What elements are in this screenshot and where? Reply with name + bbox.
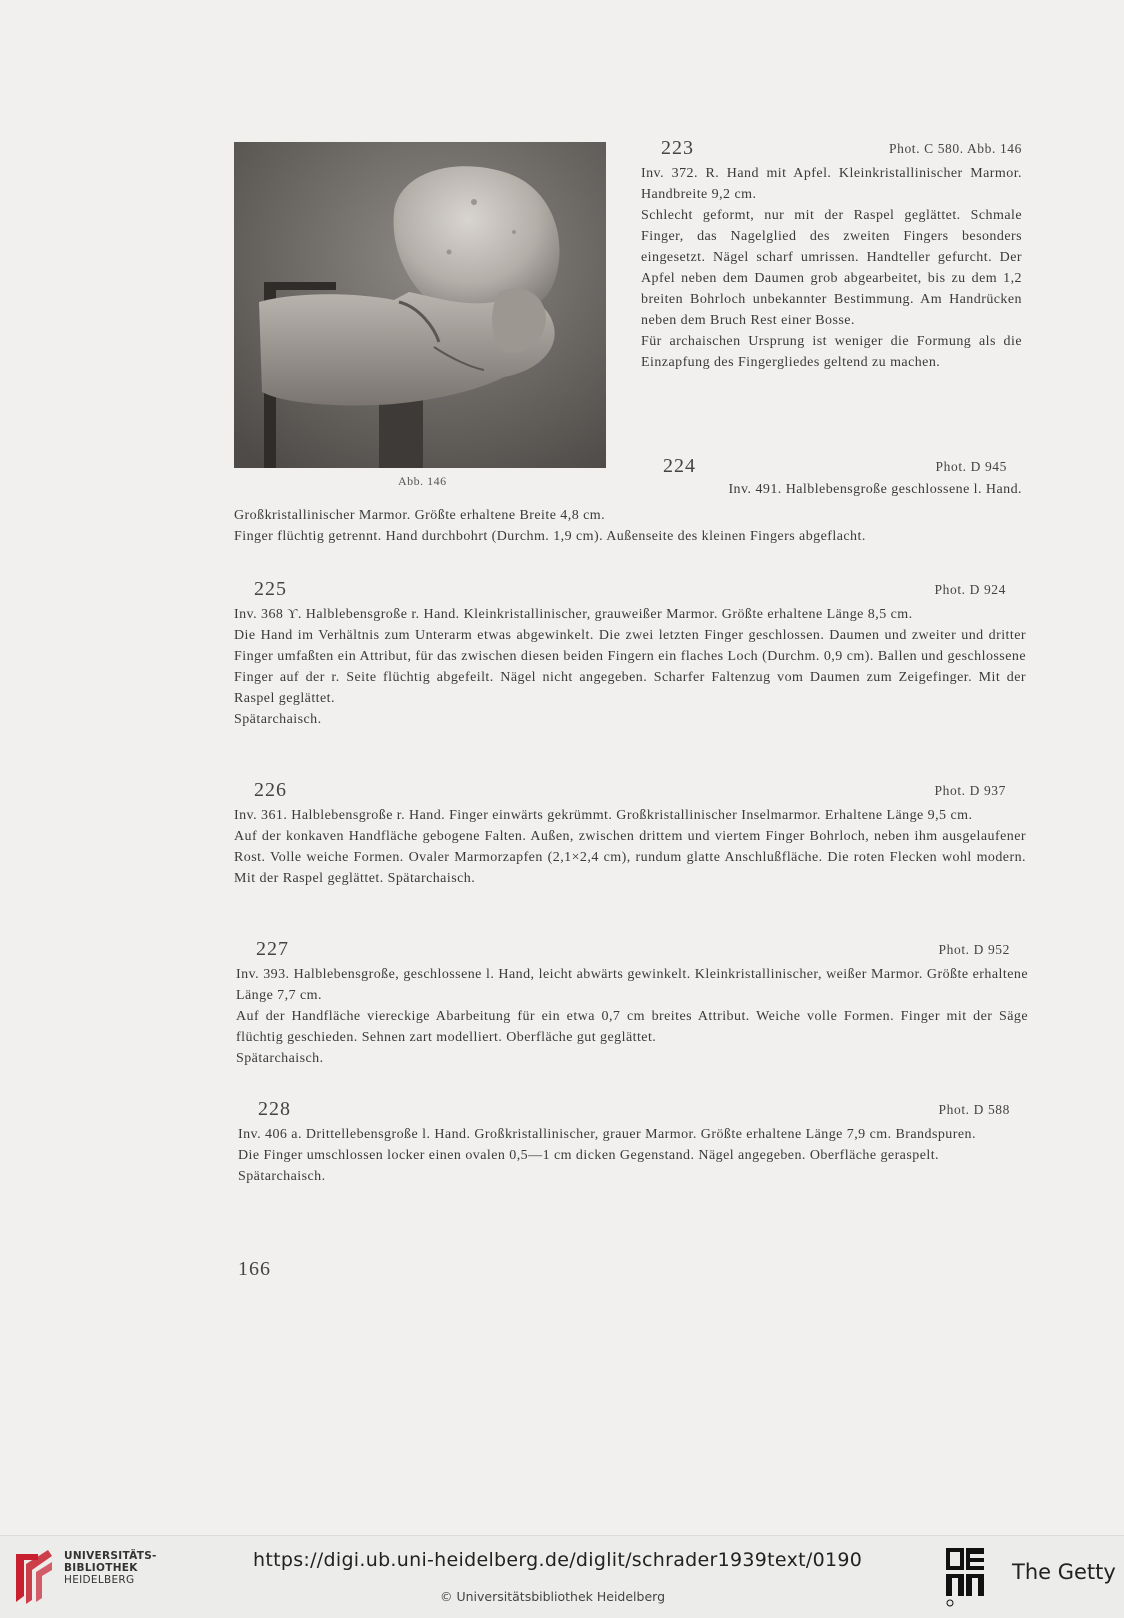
photo-caption: Abb. 146: [398, 474, 447, 488]
entry-paragraph: Spätarchaisch.: [238, 1169, 326, 1184]
photo-reference: Phot. D 924: [934, 582, 1006, 597]
entry-paragraph: Inv. 491. Halblebensgroße geschlossene l. Hand.: [728, 482, 1022, 497]
getty-logo-icon[interactable]: [944, 1546, 988, 1608]
entry-header: [641, 455, 1022, 479]
photo-abb-146: [234, 142, 606, 468]
getty-name: The Getty: [1012, 1560, 1116, 1584]
entry-paragraph: Für archaischen Ursprung ist weniger die Formung als die Einzapfung des Fingergliedes geltend zu machen.: [641, 334, 1022, 370]
entry-header: [238, 1098, 1028, 1124]
copyright-notice: © Universitätsbibliothek Heidelberg: [440, 1589, 666, 1604]
entry-number: 228: [258, 1098, 291, 1120]
library-name-line: UNIVERSITÄTS-: [64, 1550, 157, 1562]
photo-reference: Phot. D 588: [938, 1102, 1010, 1117]
catalog-entry-224: [641, 455, 1022, 500]
entry-paragraph: Großkristallinischer Marmor. Größte erhaltene Breite 4,8 cm.: [234, 508, 606, 523]
entry-paragraph: Inv. 368 ϒ. Halblebensgroße r. Hand. Kleinkristallinischer, grauweißer Marmor. Größte erhaltene Länge 8,5 cm.: [234, 607, 913, 622]
entry-paragraph: Schlecht geformt, nur mit der Raspel geglättet. Schmale Finger, das Nagelglied des zweiten Fingers besonders eingesetzt. Nägel scharf umrissen. Handteller gefurcht. Der Apfel neben dem Daumen grob abgearbeitet, bis zu dem 1,2 breiten Bohrloch unbekannter Bestimmung. Am Handrücken neben dem Bruch Rest einer Bosse.: [641, 208, 1022, 328]
photo-reference: Phot. D 952: [938, 942, 1010, 957]
entry-paragraph: Spätarchaisch.: [234, 712, 322, 727]
university-library-name: [64, 1550, 157, 1586]
entry-paragraph: Spätarchaisch.: [236, 1051, 324, 1066]
photo-reference: Phot. D 945: [935, 459, 1007, 474]
entry-header: [234, 578, 1026, 604]
document-url-link[interactable]: https://digi.ub.uni-heidelberg.de/diglit/schrader1939text/0190: [253, 1549, 863, 1571]
photo-reference: Phot. C 580. Abb. 146: [889, 141, 1022, 156]
entry-number: 226: [254, 779, 287, 801]
entry-paragraph: Auf der konkaven Handfläche gebogene Falten. Außen, zwischen drittem und viertem Finger Bohrloch, neben ihm ausgelaufener Rost. Volle weiche Formen. Ovaler Marmorzapfen (2,1×2,4 cm), rundum glatte Anschlußfläche. Die roten Flecken wohl modern. Mit der Raspel geglättet. Spätarchaisch.: [234, 829, 1026, 886]
entry-header: [234, 779, 1026, 805]
entry-number: 225: [254, 578, 287, 600]
entry-paragraph: Finger flüchtig getrennt. Hand durchbohrt (Durchm. 1,9 cm). Außenseite des kleinen Fingers abgeflacht.: [234, 529, 866, 544]
catalog-entry-228: [238, 1098, 1028, 1187]
entry-paragraph: Die Finger umschlossen locker einen ovalen 0,5—1 cm dicken Gegenstand. Nägel angegeben. Oberfläche geraspelt.: [238, 1148, 939, 1163]
photo-reference: Phot. D 937: [934, 783, 1006, 798]
entry-header: [641, 137, 1022, 163]
library-name-line: BIBLIOTHEK: [64, 1562, 138, 1574]
entry-number: 223: [661, 137, 694, 159]
entry-number: 224: [663, 455, 696, 477]
catalog-entry-225: [234, 578, 1026, 730]
library-name-line: HEIDELBERG: [64, 1574, 135, 1586]
university-library-logo-icon[interactable]: [12, 1546, 56, 1608]
catalog-entry-224-continued: [234, 505, 1022, 547]
entry-paragraph: Inv. 372. R. Hand mit Apfel. Kleinkristallinischer Marmor. Handbreite 9,2 cm.: [641, 166, 1022, 202]
entry-header: [236, 938, 1028, 964]
entry-paragraph: Die Hand im Verhältnis zum Unterarm etwas abgewinkelt. Die zwei letzten Finger geschlossen. Daumen und zweiter und dritter Finger umfaßten ein Attribut, für das zwischen diesen beiden Fingern ein flaches Loch (Durchm. 0,9 cm). Ballen und geschlossene Finger auf der r. Seite flüchtig abgefeilt. Nägel nicht angegeben. Scharfer Faltenzug vom Daumen zum Zeigefinger. Mit der Raspel geglättet.: [234, 628, 1026, 706]
catalog-entry-226: [234, 779, 1026, 889]
entry-paragraph: Inv. 361. Halblebensgroße r. Hand. Finger einwärts gekrümmt. Großkristallinischer Inselmarmor. Erhaltene Länge 9,5 cm.: [234, 808, 973, 823]
catalog-entry-227: [236, 938, 1028, 1069]
catalog-entry-223: [641, 137, 1022, 373]
footer-bar: [0, 1535, 1124, 1618]
entry-paragraph: Inv. 393. Halblebensgroße, geschlossene l. Hand, leicht abwärts gewinkelt. Kleinkristallinischer, weißer Marmor. Größte erhaltene Länge 7,7 cm.: [236, 967, 1028, 1003]
page-number: 166: [238, 1258, 271, 1280]
entry-paragraph: Auf der Handfläche viereckige Abarbeitung für ein etwa 0,7 cm breites Attribut. Weiche volle Formen. Finger mit der Säge flüchtig geschieden. Sehnen zart modelliert. Oberfläche gut geglättet.: [236, 1009, 1028, 1045]
entry-paragraph: Inv. 406 a. Drittellebensgroße l. Hand. Großkristallinischer, grauer Marmor. Größte erhaltene Länge 7,9 cm. Brandspuren.: [238, 1127, 976, 1142]
entry-number: 227: [256, 938, 289, 960]
